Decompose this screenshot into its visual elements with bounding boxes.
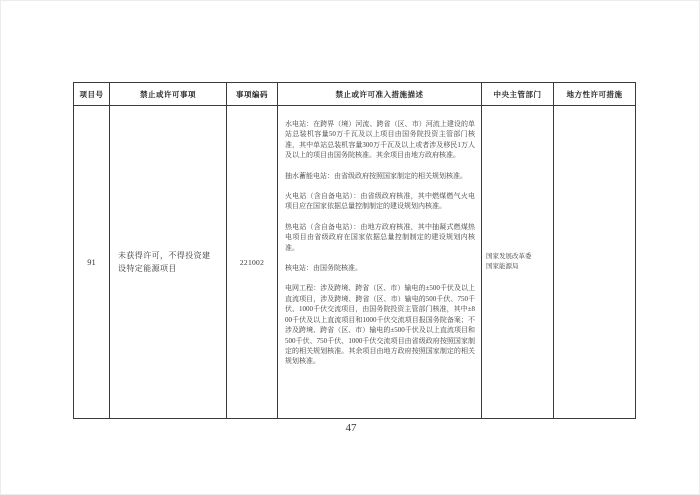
table-row xyxy=(74,106,636,419)
cell-central-department xyxy=(482,106,554,419)
header-project-no: 项目号 xyxy=(74,83,110,106)
header-item-code: 事项编码 xyxy=(227,83,278,106)
header-measures: 禁止或许可准入措施描述 xyxy=(278,83,482,106)
header-central-department: 中央主管部门 xyxy=(482,83,554,106)
central-department-line-2: 国家能源局 xyxy=(486,263,519,270)
header-local-measures: 地方性许可措施 xyxy=(554,83,636,106)
page-number: 47 xyxy=(345,422,357,434)
measure-paragraph-thermal-power: 火电站（含自备电站）：由省级政府核准，其中燃煤燃气火电项目应在国家依据总量控制制定的建设规划内核准。 xyxy=(285,192,475,211)
cell-local-measures xyxy=(554,106,636,419)
measure-paragraph-power-grid: 电网工程：涉及跨境、跨省（区、市）输电的±500千伏及以上直流项目，涉及跨境、跨省（区、市）输电的500千伏、750千伏、1000千伏交流项目，由国务院投资主管部门核准，其中±800千伏及以上直流项目和1000千伏交流项目报国务院备案；不涉及跨境、跨省（区、市）输电的±500千伏及以上直流项目和500千伏、750千伏、1000千伏交流项目由省级政府按照国家制定的相关规划核准。其余项目由地方政府按照国家制定的相关规划核准。 xyxy=(285,284,475,366)
measure-paragraph-nuclear: 核电站：由国务院核准。 xyxy=(285,264,362,273)
negative-list-table xyxy=(73,82,636,419)
measure-paragraph-pumped-storage: 抽水蓄能电站：由省级政府按照国家制定的相关规划核准。 xyxy=(285,171,467,180)
measure-paragraph-hydropower: 水电站：在跨界（境）河流、跨省（区、市）河流上建设的单站总装机容量50万千瓦及以上项目由国务院投资主管部门核准，其中单站总装机容量300万千瓦及以上或者涉及移民1万人及以上的项目由国务院核准。其余项目由地方政府核准。 xyxy=(285,120,475,160)
cell-project-no: 91 xyxy=(74,106,110,419)
cell-item: 未获得许可，不得投资建设特定能源项目 xyxy=(110,106,227,419)
measure-paragraph-cogeneration: 热电站（含自备电站）：由地方政府核准，其中抽凝式燃煤热电项目由省级政府在国家依据总量控制制定的建设规划内核准。 xyxy=(285,222,475,252)
table-header-row xyxy=(74,83,636,106)
cell-item-code: 221002 xyxy=(227,106,278,419)
header-item: 禁止或许可事项 xyxy=(110,83,227,106)
cell-measures xyxy=(278,106,482,419)
central-department-line-1: 国家发展改革委 xyxy=(486,253,532,260)
